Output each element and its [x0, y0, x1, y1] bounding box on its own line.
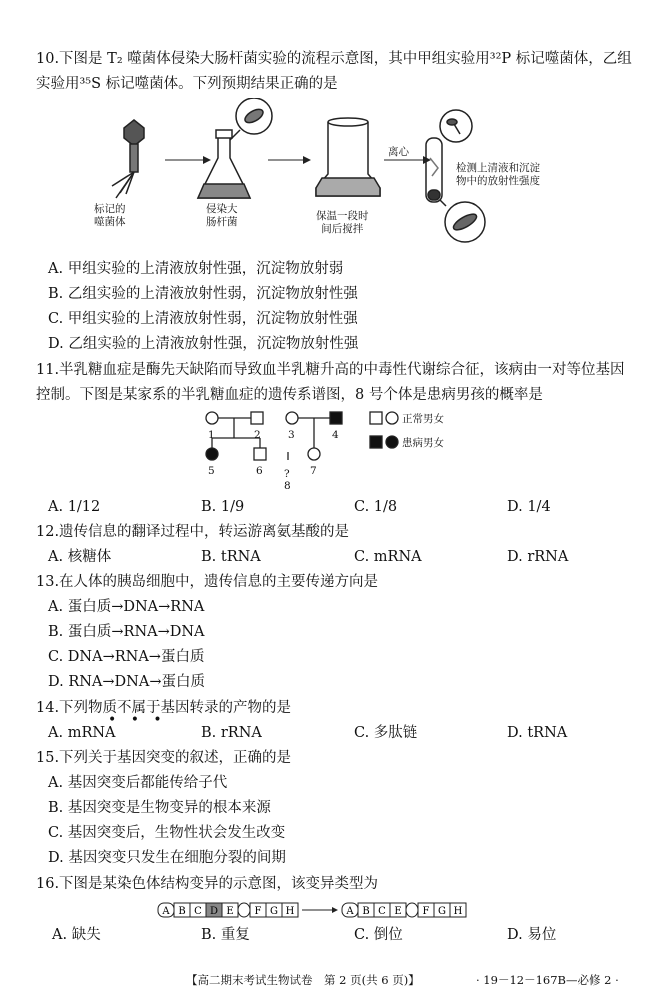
- q10-option-a: A. 甲组实验的上清液放射性强，沉淀物放射弱: [48, 261, 344, 277]
- phage-icon: [112, 120, 144, 198]
- pedigree-number-4: 4: [332, 429, 339, 441]
- q10-stem-line1: 10.下图是 T₂ 噬菌体侵染大肠杆菌实验的流程示意图，其中甲组实验用³²P 标记噬菌体，乙组: [36, 51, 632, 67]
- label-phage-line2: 噬菌体: [94, 216, 126, 228]
- before-label-d: D: [209, 906, 219, 917]
- q13-option-a: A. 蛋白质→DNA→RNA: [48, 599, 205, 615]
- individual-3: [286, 412, 298, 424]
- individual-6: [254, 448, 266, 460]
- q15-option-d: D. 基因突变只发生在细胞分裂的间期: [48, 850, 286, 866]
- before-label-a: A: [162, 906, 170, 917]
- q14-option-c: C. 多肽链: [354, 725, 418, 741]
- q12-option-c: C. mRNA: [354, 549, 422, 565]
- after-label-h: H: [453, 906, 463, 917]
- centrifuge-tube-icon: [426, 138, 442, 202]
- q13-option-c: C. DNA→RNA→蛋白质: [48, 649, 205, 665]
- q15-option-a: A. 基因突变后都能传给子代: [48, 775, 228, 791]
- individual-2: [251, 412, 263, 424]
- q10-stem-line2: 实验用³⁵S 标记噬菌体。下列预期结果正确的是: [36, 76, 338, 92]
- label-beaker: [316, 210, 369, 236]
- label-flask-line1: 侵染大: [206, 203, 238, 215]
- footer-page-info: 【高二期末考试生物试卷 第 2 页(共 6 页)】: [186, 973, 420, 987]
- after-label-e: E: [394, 906, 402, 917]
- q11-stem-line1: 11.半乳糖血症是酶先天缺陷而导致血半乳糖升高的中毒性代谢综合征，该病由一对等位基因: [36, 362, 625, 378]
- individual-5: [206, 448, 218, 460]
- pedigree-figure: [196, 408, 476, 493]
- q14-option-b: B. rRNA: [201, 725, 262, 741]
- label-centrifuge: 离心: [388, 146, 409, 158]
- label-flask: [206, 203, 238, 229]
- q10-option-b: B. 乙组实验的上清液放射性弱，沉淀物放射性强: [48, 286, 358, 302]
- pedigree-number-5: 5: [208, 465, 215, 477]
- individual-7: [308, 448, 320, 460]
- pedigree-unknown-mark: ?: [284, 468, 290, 480]
- q16-option-c: C. 倒位: [354, 927, 403, 943]
- q12-option-b: B. tRNA: [201, 549, 261, 565]
- q14-stem: 14.下列物质不属于基因转录的产物的是: [36, 700, 292, 716]
- pedigree-number-3: 3: [288, 429, 295, 441]
- legend-normal-label: 正常男女: [402, 413, 444, 425]
- legend-affected-female: [386, 436, 398, 448]
- q16-option-a: A. 缺失: [52, 927, 101, 943]
- q11-option-b: B. 1/9: [201, 499, 245, 515]
- pedigree-number-2: 2: [254, 429, 261, 441]
- after-label-c: C: [378, 906, 386, 917]
- after-label-b: B: [362, 906, 370, 917]
- q16-option-d: D. 易位: [507, 927, 557, 943]
- q11-stem-line2: 控制。下图是某家系的半乳糖血症的遗传系谱图，8 号个体是患病男孩的概率是: [36, 387, 543, 403]
- label-flask-line2: 肠杆菌: [206, 216, 238, 228]
- after-label-g: G: [438, 906, 446, 917]
- chromosome-figure: [156, 899, 496, 921]
- beaker-icon: [316, 118, 380, 196]
- magnified-bacterium-icon: [230, 98, 272, 140]
- label-beaker-line1: 保温一段时: [316, 210, 369, 222]
- label-detect: [456, 162, 540, 188]
- flask-icon: [198, 130, 250, 198]
- q14-option-d: D. tRNA: [507, 725, 568, 741]
- individual-1: [206, 412, 218, 424]
- q14-option-a: A. mRNA: [48, 725, 116, 741]
- label-detect-line2: 物中的放射性强度: [456, 175, 540, 187]
- q15-stem: 15.下列关于基因突变的叙述，正确的是: [36, 750, 292, 766]
- q12-stem: 12.遗传信息的翻译过程中，转运游离氨基酸的是: [36, 524, 350, 540]
- q16-stem: 16.下图是某染色体结构变异的示意图，该变异类型为: [36, 876, 379, 892]
- before-label-g: G: [270, 906, 278, 917]
- before-centromere: [238, 903, 250, 917]
- pedigree-number-8: 8: [284, 480, 291, 492]
- before-label-f: F: [254, 906, 262, 917]
- q13-stem: 13.在人体的胰岛细胞中，遗传信息的主要传递方向是: [36, 574, 379, 590]
- q10-option-d: D. 乙组实验的上清液放射性强，沉淀物放射性强: [48, 336, 359, 352]
- q15-option-c: C. 基因突变后，生物性状会发生改变: [48, 825, 286, 841]
- q13-option-d: D. RNA→DNA→蛋白质: [48, 674, 205, 690]
- q12-option-d: D. rRNA: [507, 549, 569, 565]
- phage-experiment-figure: [90, 98, 540, 253]
- legend-normal-female: [386, 412, 398, 424]
- label-phage-line1: 标记的: [94, 203, 126, 215]
- magnified-supernatant-icon: [440, 110, 472, 142]
- pedigree-number-7: 7: [310, 465, 317, 477]
- before-label-h: H: [285, 906, 295, 917]
- q11-option-a: A. 1/12: [48, 499, 101, 515]
- label-beaker-line2: 间后搅拌: [321, 223, 364, 235]
- chromosome-drawing: [156, 899, 496, 921]
- before-label-b: B: [178, 906, 186, 917]
- after-centromere: [406, 903, 418, 917]
- before-label-e: E: [226, 906, 234, 917]
- phage-experiment-drawing: [90, 98, 510, 253]
- legend-normal-male: [370, 412, 382, 424]
- label-detect-line1: 检测上清液和沉淀: [456, 162, 540, 174]
- q15-option-b: B. 基因突变是生物变异的根本来源: [48, 800, 271, 816]
- q12-option-a: A. 核糖体: [48, 549, 112, 565]
- chromosome-arrow-head: [332, 907, 338, 913]
- q10-option-c: C. 甲组实验的上清液放射性弱，沉淀物放射性强: [48, 311, 358, 327]
- individual-4: [330, 412, 342, 424]
- before-label-c: C: [194, 906, 202, 917]
- footer-code: · 19－12－167B—必修 2 ·: [476, 973, 619, 987]
- q11-option-d: D. 1/4: [507, 499, 551, 515]
- label-phage: [94, 203, 126, 229]
- q16-option-b: B. 重复: [201, 927, 250, 943]
- pedigree-number-6: 6: [256, 465, 263, 477]
- after-label-f: F: [422, 906, 430, 917]
- after-label-a: A: [346, 906, 354, 917]
- legend-affected-label: 患病男女: [402, 437, 444, 449]
- q13-option-b: B. 蛋白质→RNA→DNA: [48, 624, 205, 640]
- legend-affected-male: [370, 436, 382, 448]
- q14-emphasis-dots: • • •: [108, 712, 167, 728]
- q11-option-c: C. 1/8: [354, 499, 398, 515]
- pedigree-number-1: 1: [208, 429, 215, 441]
- magnified-sediment-icon: [440, 200, 485, 242]
